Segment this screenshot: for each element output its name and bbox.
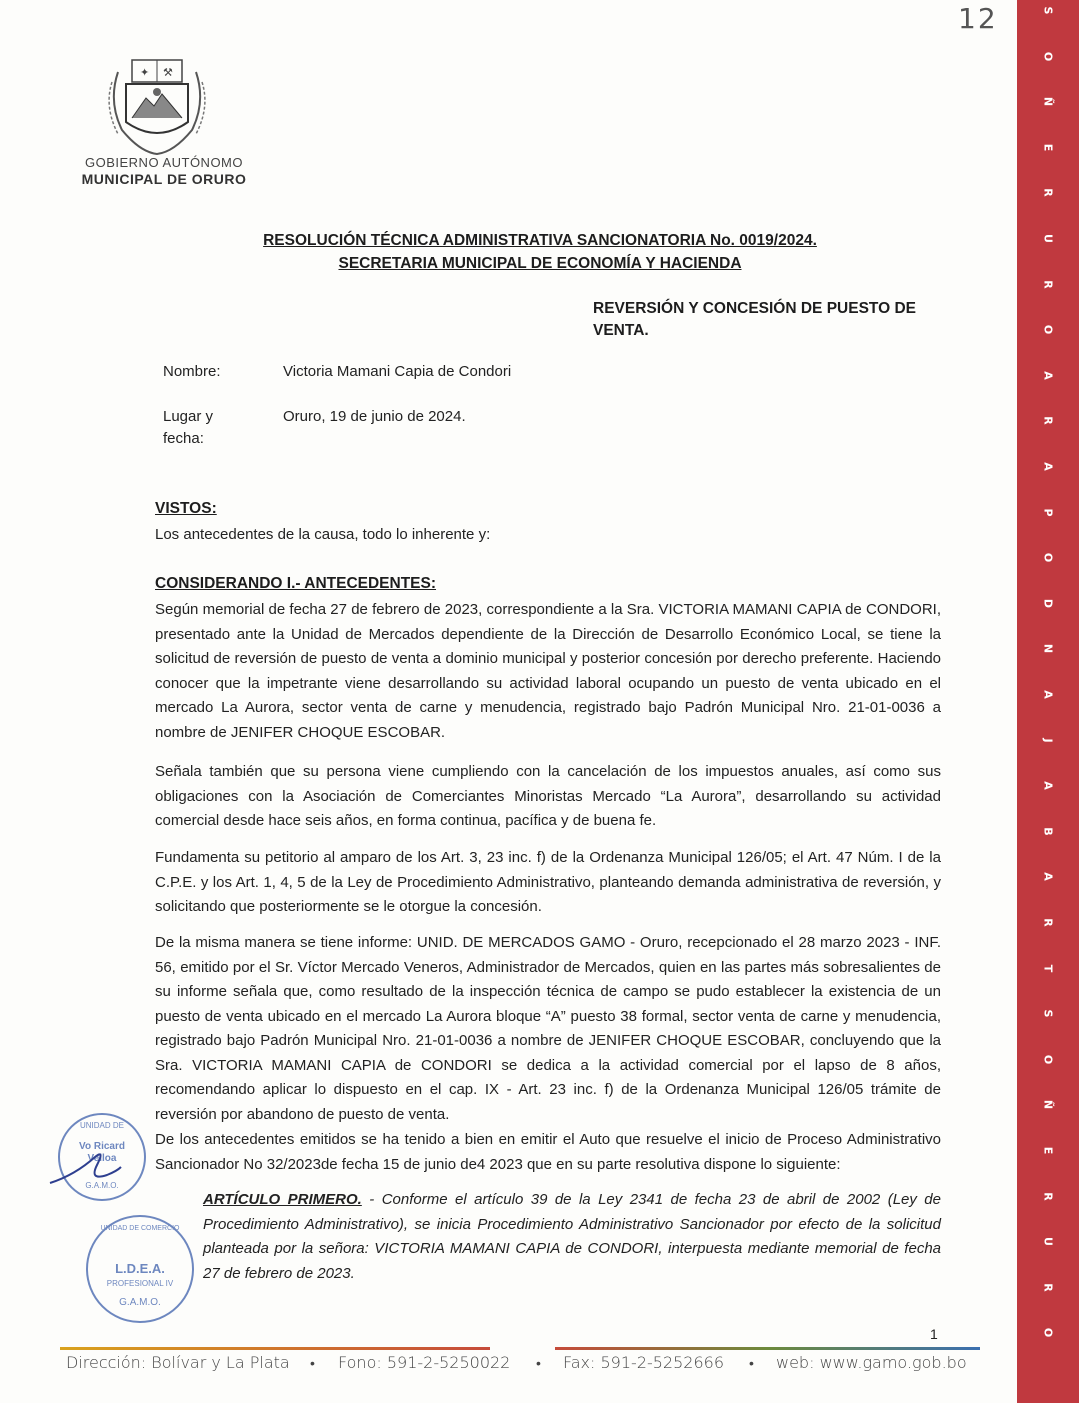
side-band-letter: O — [1041, 1328, 1055, 1338]
government-name-line1: GOBIERNO AUTÓNOMO — [84, 155, 243, 170]
footer-separator: • — [310, 1355, 315, 1371]
side-band-letter: O — [1041, 325, 1055, 335]
side-band-letter: N — [1041, 644, 1055, 654]
footer-separator: • — [749, 1355, 754, 1371]
stamp-1-bottom-text: G.A.M.O. — [85, 1181, 119, 1190]
side-band-letter: O — [1041, 553, 1055, 563]
stamp-2-bottom-text: G.A.M.O. — [119, 1297, 161, 1308]
article-text: - Conforme el artículo 39 de la Ley 2341 de fecha 23 de abril de 2002 (Ley de Procedimiento Administrativo), se inicia Procedimiento Administrativo Sancionador por efecto de la solicitud planteada por la señora: VICTORIA MAMANI CAPIA de CONDORI, interpuesta mediante memorial de fecha 27 de febrero de 2023. — [203, 1191, 941, 1282]
side-band-letter: E — [1041, 1146, 1055, 1155]
side-band-letter: B — [1041, 827, 1055, 836]
side-band-letter: R — [1041, 1283, 1055, 1292]
considerando-heading: CONSIDERANDO I.- ANTECEDENTES: — [155, 575, 437, 592]
side-band-letter: A — [1041, 690, 1055, 699]
name-label: Nombre: — [163, 363, 221, 380]
article-heading: ARTÍCULO PRIMERO. — [203, 1191, 362, 1208]
footer-phone: Fono: 591-2-5250022 — [338, 1353, 511, 1372]
side-band-letter: D — [1041, 598, 1055, 608]
page-folio: 1 — [930, 1326, 938, 1342]
footer-rule-right — [555, 1347, 980, 1350]
side-slogan-band — [1017, 0, 1079, 1403]
stamp-2-sub-text: PROFESIONAL IV — [106, 1279, 174, 1288]
side-band-letter: U — [1041, 1237, 1055, 1247]
side-band-letter: A — [1041, 872, 1055, 882]
svg-text:✦: ✦ — [140, 66, 150, 79]
name-value: Victoria Mamani Capia de Condori — [283, 363, 512, 380]
place-date-value: Oruro, 19 de junio de 2024. — [283, 408, 466, 425]
stamp-2-mid-text: L.D.E.A. — [115, 1261, 165, 1276]
footer-address: Dirección: Bolívar y La Plata — [66, 1353, 290, 1372]
side-band-letter: R — [1041, 188, 1055, 198]
footer-separator: • — [536, 1355, 541, 1371]
side-band-letter: P — [1041, 508, 1055, 517]
footer-fax: Fax: 591-2-5252666 — [563, 1353, 725, 1372]
side-band-letter: T — [1041, 964, 1055, 972]
side-band-letter: O — [1041, 1054, 1055, 1064]
signature — [45, 1145, 125, 1195]
vistos-text: Los antecedentes de la causa, todo lo inherente y: — [155, 526, 491, 543]
place-date-label-1: Lugar y — [163, 408, 214, 425]
footer-rule-left — [60, 1347, 490, 1350]
antecedentes-paragraph-3: Fundamenta su petitorio al amparo de los Art. 3, 23 inc. f) de la Ordenanza Municipal 126/05; el Art. 47 Núm. I de la C.P.E. y los Art. 1, 4, 5 de la Ley de Procedimiento Administrativo, planteando demanda administrativa de reversión, y solicitando que posteriormente se le otorgue la concesión. — [155, 849, 941, 915]
side-band-letter: Ñ — [1041, 1100, 1055, 1110]
vistos-heading: VISTOS: — [155, 500, 217, 517]
secretariat-title: SECRETARIA MUNICIPAL DE ECONOMÍA Y HACIENDA — [338, 255, 742, 272]
handwritten-page-number: 12 — [958, 2, 998, 35]
government-name-line2: MUNICIPAL DE ORURO — [81, 171, 247, 187]
resolution-title: RESOLUCIÓN TÉCNICA ADMINISTRATIVA SANCIONATORIA No. 0019/2024. — [263, 232, 817, 249]
side-band-letter: J — [1041, 738, 1055, 743]
antecedentes-paragraph-4: De la misma manera se tiene informe: UNID. DE MERCADOS GAMO - Oruro, recepcionado el 28 marzo 2023 - INF. 56, emitido por el Sr. Víctor Mercado Veneros, Administrador de Mercados, quien en las partes más sobresalientes de su informe señala que, como resultado de la inspección técnica de campo se pudo establecer la existencia de un puesto de venta ubicado en el mercado La Aurora bloque “A” puesto 38 formal, sector venta de carne y menudencia, registrado bajo Padrón Municipal Nro. 21-01-0036 a nombre de JENIFER CHOQUE ESCOBAR, concluyendo que la Sra. VICTORIA MAMANI CAPIA de CONDORI se dedica a la actividad comercial por el lapso de 8 años, recomendando aplicar lo dispuesto en el cap. IX - Art. 23 inc. f) de la Ordenanza Municipal 126/05 trámite de reversión por abandono de puesto de venta. — [155, 934, 941, 1123]
antecedentes-paragraph-2: Señala también que su persona viene cumpliendo con la cancelación de los impuestos anuales, así como sus obligaciones con la Asociación de Comerciantes Minoristas Mercado “La Aurora”, desarrollando su actividad comercial desde hace seis años, en forma continua, pacífica y de buena fe. — [155, 763, 941, 829]
antecedentes-paragraph-1: Según memorial de fecha 27 de febrero de 2023, correspondiente a la Sra. VICTORIA MAMANI CAPIA de CONDORI, presentado ante la Unidad de Mercados dependiente de la Dirección de Desarrollo Económico Local, se tiene la solicitud de reversión de puesto de venta a dominio municipal y posterior concesión por derecho preferente. Haciendo conocer que la impetrante viene desarrollando su actividad laboral ocupando un puesto de venta ubicado en el mercado La Aurora, sector venta de carne y menudencia, registrado bajo Padrón Municipal Nro. 21-01-0036 a nombre de JENIFER CHOQUE ESCOBAR. — [155, 601, 941, 741]
antecedentes-paragraph-5: De los antecedentes emitidos se ha tenido a bien en emitir el Auto que resuelve el inicio de Proceso Administrativo Sancionador No 32/2023de fecha 15 de junio de4 2023 que en su parte resolutiva dispone lo siguiente: — [155, 1131, 941, 1173]
side-band-letter: O — [1041, 51, 1055, 61]
article-primero — [203, 1188, 941, 1286]
place-date-label-2: fecha: — [163, 430, 204, 447]
side-band-letter: S — [1041, 1009, 1055, 1018]
side-band-letter: S — [1041, 6, 1055, 15]
stamp-1-top-text: UNIDAD DE — [79, 1121, 124, 1130]
side-band-letter: E — [1041, 143, 1055, 152]
side-band-letter: U — [1041, 234, 1055, 243]
side-band-letter: A — [1041, 462, 1055, 471]
coat-of-arms-logo — [100, 52, 215, 157]
side-band-letter: R — [1041, 279, 1055, 289]
stamp-2-top-text: UNIDAD DE COMERCIO — [100, 1225, 180, 1232]
side-band-letter: A — [1041, 371, 1055, 380]
side-band-letter: R — [1041, 918, 1055, 927]
footer-website: web: www.gamo.gob.bo — [776, 1353, 967, 1372]
resolution-subject: REVERSIÓN Y CONCESIÓN DE PUESTO DE VENTA. — [593, 300, 916, 339]
side-band-letter: A — [1041, 781, 1055, 790]
side-band-letter: Ñ — [1041, 97, 1055, 107]
side-band-letter: R — [1041, 416, 1055, 426]
svg-text:⚒: ⚒ — [163, 66, 173, 79]
stamp-1-name: Vo Ricard Velloa — [79, 1141, 125, 1164]
professional-stamp — [86, 1215, 194, 1323]
side-band-letter: R — [1041, 1191, 1055, 1201]
